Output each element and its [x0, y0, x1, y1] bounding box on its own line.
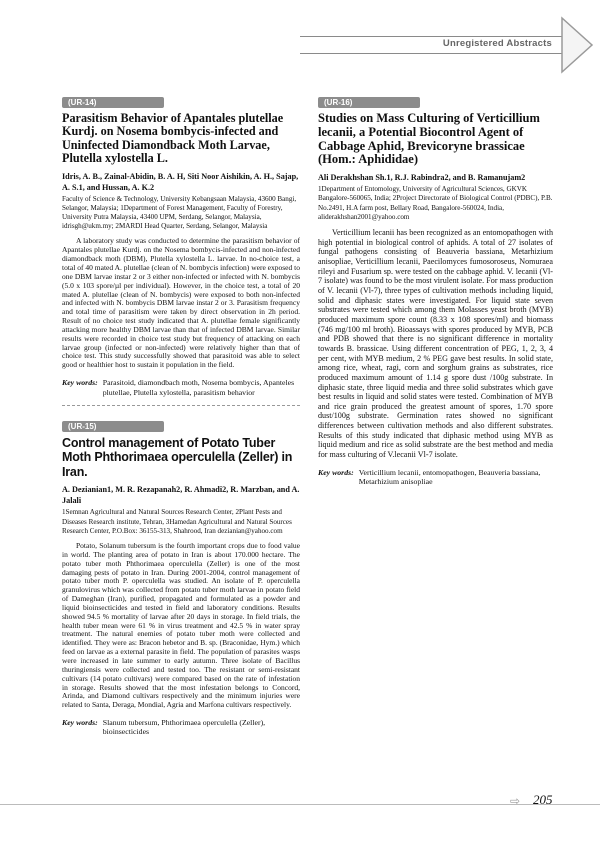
abstract-ur-16	[318, 92, 553, 487]
abstract-badge: (UR-14)	[62, 97, 164, 108]
keywords-value: Slanum tubersum, Phthorimaea operculella (Zeller), bioinsecticides	[102, 718, 266, 737]
keywords-label: Key words:	[318, 467, 354, 477]
left-column	[62, 92, 300, 737]
abstract-keywords	[318, 468, 553, 487]
abstract-body: A laboratory study was conducted to determine the parasitism behavior of Apantales plutellae Kurdj. on the Nosema bombycis-infected and non-infected diamondback moth (DBM), Plutella xylostella L. larvae. In no-choice test, a total of 40 mated A. plutellae (clean of N. bombycis infection) were exposed to one DBM larvae instar 2 or 3 either non-infected or infected with N. bombycis (5.0 x 103 spore/µl per individual). However, in the choice test, a total of 20 mated A. plutellae (clean of N. bombycis) were exposed to both non-infected and infected with N. bombycis DBM larvae instar 2 or 3. Parasitism frequency and total time of parasitism were taken by direct observation in 2h period. Result of no choice test study indicated that A. plutellae female significantly attacking more healthy DBM larvae than that of infected DBM larvae. Similar results were recorded in choice test study but frequency of attacking on each larvae group (infected or non-infected) were relatively higher than that of choice test. This study successfully showed that parasitoid was able to select good or healthier host to sustain it population in the field.	[62, 236, 300, 370]
page-number: 205	[533, 792, 553, 807]
abstract-title: Parasitism Behavior of Apantales plutellae Kurdj. on Nosema bombycis-infected and Uninfected Diamondback Moth Larvae, Plutella xylostella L.	[62, 111, 284, 166]
separator	[62, 405, 300, 406]
abstract-badge: (UR-16)	[318, 97, 420, 108]
abstract-body: Verticillium lecanii has been recognized as an entomopathogen with high potential in biological control of aphids. A total of 27 isolates of fungal pathogens consisting of Beauveria bassiana, Metarhizium anisopliae, Verticillium lecanii, Paecilomyces fumosoroseus, Nomuraea rileyi and Fusarium sp. were tested on the cabbage aphid. V. lecanii (Vl-7 isolate) was found to be the most virulent isolate. For mass production of V. lecanii (Vl-7), three types of cultivation methods including liquid, solid and diphasic states were investigated. For liquid state seven substrates were tested which among them Molasses yeast broth (MYB) produced maximum spore count (8.33 x 108 spores/ml) and biomass (746 mg/100 ml broth). Bioassays with spores produced by MYB, PCB and PDB showed that there is no significant difference in mortality towards B. brassicae. Using different concentration of PEG, 1, 2, 3, 4 per cent, with MYB medium, 2 % PEG gave best results. In solid state, among rice, wheat, ragi, corn and sorghum grains as substrates, rice produced maximum amount of 1.14 g spore dust /100g substrate. In diphasic state, three liquid media and three solid substrates which gave best results in liquid and solid states were tested. Combination of MYB and rice grain produced the greatest amount of spores, 1.70 spore dust/100g substrate. Germination rates showed no significant differences between cultivation methods and also different substrates. Results of this study indicated that diphasic method using MYB as liquid medium and rice as solid substrate are the best method and media for mass culturing of V.lecanii Vl-7 isolate.	[318, 228, 553, 460]
right-column	[318, 92, 553, 487]
abstract-affiliations: Faculty of Science & Technology, University Kebangsaan Malaysia, 43600 Bangi, Selangor, Malaysia; 1Department of Forest Management, Faculty of Forestry, University Putra Malaysia, 43400 UPM, Serdang, Selangor, Malaysia, idrisgh@ukm.my; 2MARDI Head Quarter, Serdang, Selangor, Malaysia	[62, 194, 297, 231]
abstract-body: Potato, Solanum tubersum is the fourth important crops due to food value in world. The planting area of potato in Iran is about 170.000 hectare. The potato tuber moth Phthorimaea operculella (Zeller) is one of the most damaging pests of potato in Iran. During 2001-2004, control management of potato tuber moth P. operculella was studied. An isolate of P. operculella granulovirus which was collected from potato tuber moth larvae in potato field of Dameghan (Iran), purified, propagated and formulated as a powder and liquid bioinsecticides and tested in field and laboratory conditions. Results showed 94.5 % mortality of larvae after 20 days in storage. In field trials, the health tuber mean were 61 % in virus treatment and 42.5 % in water spray treatment. The natural enemies of potato tuber moth were collected and identified. They were as: Bracon hebetor and B. sp. (Braconidae, Hym.) which feed on larvae as a external parasite in field. The population of parasites wasps were increased in late summer to early autumn. Three isolate of Bacillus thuringiensis were collected and tested too. The resistant or semi-resistant cultivars (14 potato cultivars) were compared based on the rate of infestation in storage. Results showed that the most infestation belongs to Concord, Arinda, and Diamond cultivars respectively and the minimum injuries were related to Santa, Deraga, Mondial, Agria and Marfona cultivars respectively.	[62, 541, 300, 710]
abstract-authors: Ali Derakhshan Sh.1, R.J. Rabindra2, and B. Ramanujam2	[318, 173, 526, 183]
abstract-title: Control management of Potato Tuber Moth Phthorimaea operculella (Zeller) in Iran.	[62, 435, 293, 479]
keywords-label: Key words:	[62, 378, 98, 388]
abstract-keywords	[62, 718, 300, 737]
keywords-label: Key words:	[62, 718, 98, 728]
abstract-keywords	[62, 378, 300, 397]
abstract-title: Studies on Mass Culturing of Verticillium lecanii, a Potential Biocontrol Agent of Cabbage Aphid, Brevicoryne brassicae (Hom.: Aphididae)	[318, 111, 540, 167]
abstract-authors: A. Dezianian1, M. R. Rezapanah2, R. Ahmadi2, R. Marzban, and A. Jalali	[62, 485, 300, 506]
keywords-value: Parasitoid, diamondbach moth, Nosema bombycis, Apanteles plutellae, Plutella xylostella, parasitism behavior	[102, 378, 295, 397]
abstract-affiliations: 1Semnan Agricultural and Natural Sources Research Center, 2Plant Pests and Diseases Research institute, Tehran, 3Hamedan Agricultural and Natural Sources Research Center, P.O.Box: 36155-313, Shahrood, Iran dezianian@yahoo.com	[62, 508, 292, 535]
abstract-badge: (UR-15)	[62, 421, 164, 432]
arrow-right-icon: ⇨	[510, 794, 521, 808]
abstract-ur-15	[62, 416, 300, 737]
header-arrow-icon	[560, 10, 594, 80]
abstract-authors: Idris, A. B., Zainal-Abidin, B. A. H, Siti Noor Aishikin, A. H., Sajap, A. S.1, and Hussan, A. K.2	[62, 171, 299, 192]
abstract-ur-14	[62, 92, 300, 397]
keywords-value: Verticillium lecanii, entomopathogen, Beauveria bassiana, Metarhizium anisopliae	[358, 467, 541, 487]
section-label: Unregistered Abstracts	[442, 38, 552, 49]
abstract-affiliations: 1Department of Entomology, University of Agricultural Sciences, GKVK Bangalore-560065, India; 2Project Directorate of Biological Control (PDBC), P.B. No.2491, H.A farm post, Bellary Road, Bangalore-560024, India, aliderakhshan2001@yahoo.com	[318, 185, 553, 221]
